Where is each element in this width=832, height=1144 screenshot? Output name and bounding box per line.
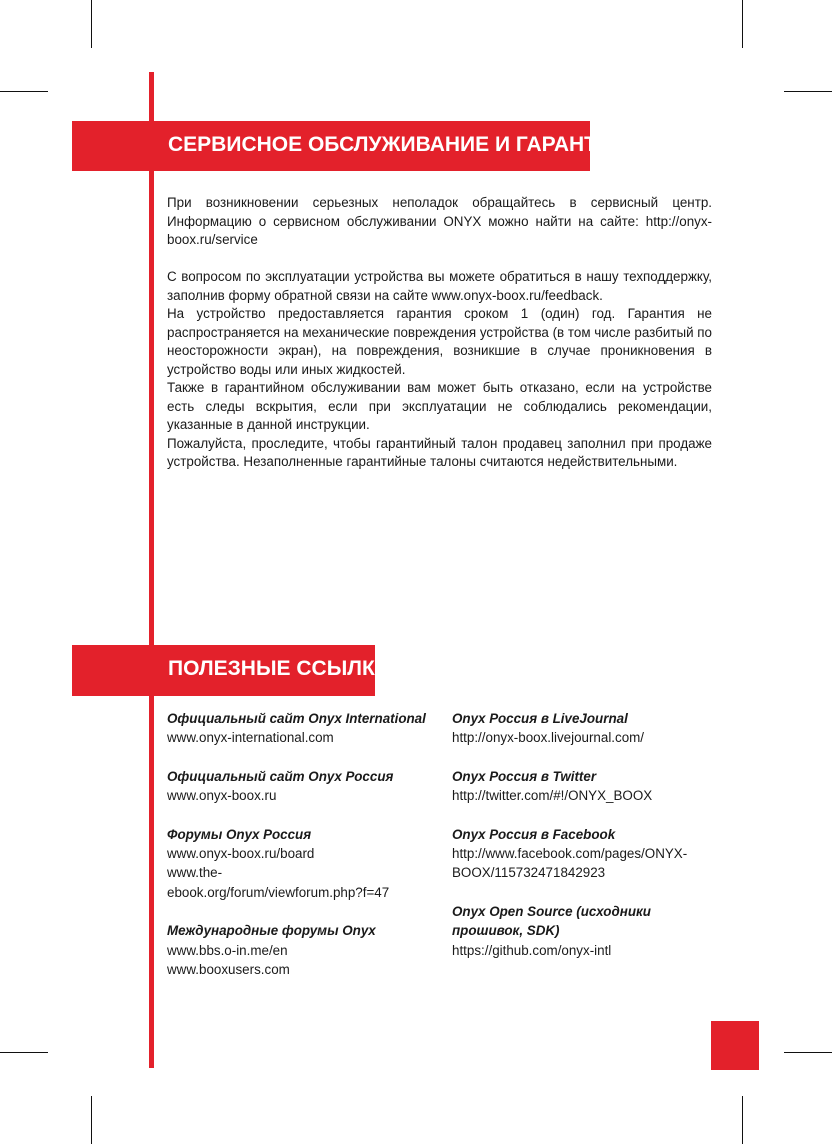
crop-mark (0, 1052, 48, 1053)
service-section-header (72, 121, 628, 171)
crop-mark (784, 1052, 832, 1053)
links-column-left (167, 709, 437, 998)
link-title: Onyx Россия в LiveJournal (452, 711, 628, 726)
link-url[interactable]: www.onyx-boox.ru (167, 788, 277, 804)
service-paragraph: Также в гарантийном обслуживании вам может быть отказано, если на устройстве есть следы вскрытия, если при эксплуатации не соблюдались рекомендации, указанные в данной инструкции. (167, 380, 712, 432)
crop-mark (742, 1096, 743, 1144)
link-url[interactable]: www.bbs.o-in.me/en (167, 942, 288, 958)
crop-mark (742, 0, 743, 48)
page-marker (711, 1021, 759, 1070)
link-title: Официальный сайт Onyx Россия (167, 768, 394, 784)
link-group (452, 902, 717, 960)
service-paragraph: С вопросом по эксплуатации устройства вы можете обратиться в нашу техподдержку, заполнив форму обратной связи на сайте www.onyx-boox.ru/feedback. (167, 269, 712, 303)
service-section-body (167, 194, 712, 472)
link-url[interactable]: http://onyx-boox.livejournal.com/ (452, 730, 645, 746)
accent-bar (149, 72, 154, 1068)
link-url[interactable]: http://twitter.com/#!/ONYX_BOOX (452, 788, 653, 804)
links-section-title: ПОЛЕЗНЫЕ ССЫЛКИ (168, 657, 390, 680)
link-url[interactable]: www.the-ebook.org/forum/viewforum.php?f=47 (167, 865, 390, 900)
link-title: Onyx Open Source (исходники прошивок, SDK) (452, 903, 651, 939)
links-column-right (452, 709, 717, 979)
service-paragraph: На устройство предоставляется гарантия сроком 1 (один) год. Гарантия не распространяется на механические повреждения устройства (в том числе разбитый по неосторожности экран), на повреждения, возникшие в случае проникновения в устройство воды или иных жидкостей. (167, 306, 712, 377)
crop-mark (0, 91, 48, 92)
links-section-header (72, 645, 390, 696)
link-title: Международные форумы Onyx (167, 923, 376, 939)
link-group (167, 709, 437, 748)
link-group (167, 767, 437, 806)
link-group (452, 767, 717, 806)
crop-mark (784, 91, 832, 92)
link-title: Форумы Onyx Россия (167, 826, 312, 842)
link-group (167, 825, 437, 902)
crop-mark (91, 0, 92, 48)
link-group (452, 709, 717, 748)
service-paragraph: Пожалуйста, проследите, чтобы гарантийный талон продавец заполнил при продаже устройства. Незаполненные гарантийные талоны считаются недействительными. (167, 435, 712, 469)
link-url[interactable]: http://www.facebook.com/pages/ONYX-BOOX/115732471842923 (452, 846, 688, 881)
link-url[interactable]: www.booxusers.com (167, 961, 290, 977)
link-group (167, 921, 437, 979)
link-url[interactable]: https://github.com/onyx-intl (452, 942, 612, 958)
link-title: Официальный сайт Onyx International (167, 711, 426, 726)
service-section-title: СЕРВИСНОЕ ОБСЛУЖИВАНИЕ И ГАРАНТИЯ (168, 133, 628, 156)
link-group (452, 825, 717, 883)
link-title: Onyx Россия в Facebook (452, 826, 616, 842)
service-paragraph: При возникновении серьезных неполадок обращайтесь в сервисный центр. Информацию о сервисном обслуживании ONYX можно найти на сайте: http://onyx-boox.ru/service (167, 195, 712, 247)
crop-mark (91, 1096, 92, 1144)
link-title: Onyx Россия в Twitter (452, 768, 597, 784)
link-url[interactable]: www.onyx-boox.ru/board (167, 846, 315, 862)
link-url[interactable]: www.onyx-international.com (167, 730, 334, 746)
